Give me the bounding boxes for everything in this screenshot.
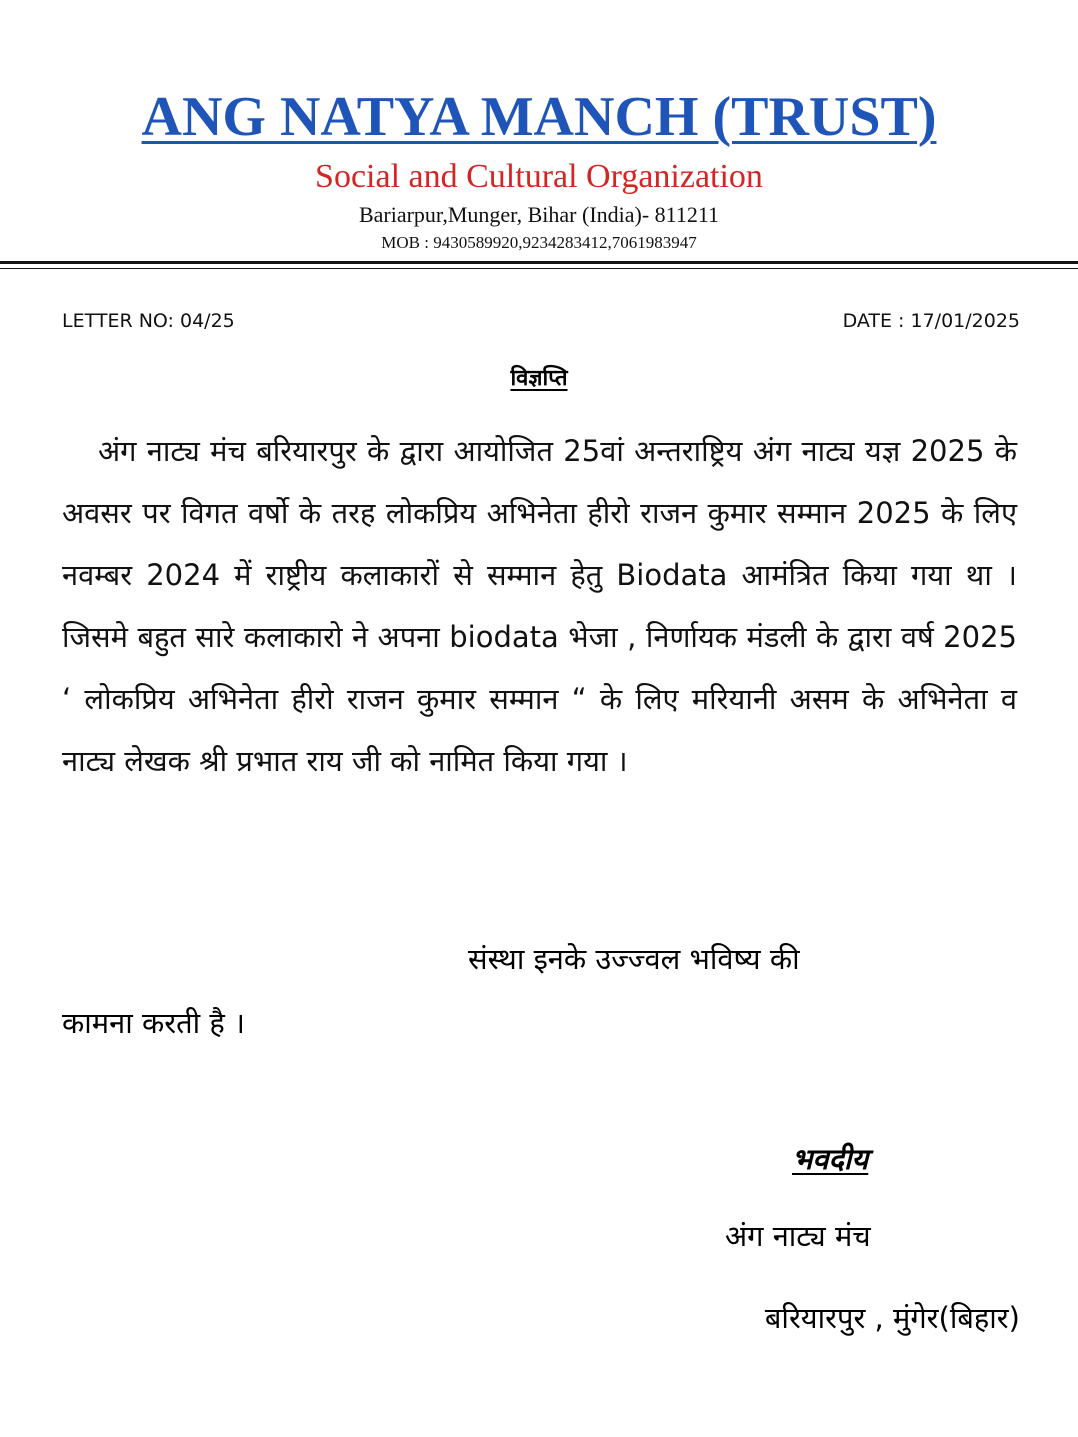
org-phone: MOB : 9430589920,9234283412,7061983947 <box>381 233 697 252</box>
letter-number: LETTER NO: 04/25 <box>62 310 235 332</box>
closing-line-1: संस्था इनके उज्ज्वल भविष्य की <box>468 942 800 976</box>
header-divider-thick <box>0 261 1078 264</box>
org-name: ANG NATYA MANCH (TRUST) <box>141 86 937 148</box>
closing-line-2: कामना करती है । <box>62 1006 245 1040</box>
signature-place: बरियारपुर , मुंगेर(बिहार) <box>764 1301 1020 1335</box>
signature-org: अंग नाट्य मंच <box>725 1219 871 1253</box>
header-divider-thin <box>0 268 1078 269</box>
letter-date: DATE : 17/01/2025 <box>842 310 1020 332</box>
org-address: Bariarpur,Munger, Bihar (India)- 811211 <box>358 202 720 227</box>
notice-heading: विज्ञप्ति <box>510 366 568 391</box>
org-tagline: Social and Cultural Organization <box>315 158 763 195</box>
signature-salutation: भवदीय <box>792 1142 869 1176</box>
notice-body: अंग नाट्य मंच बरियारपुर के द्वारा आयोजित 25वां अन्तराष्ट्रिय अंग नाट्य यज्ञ 2025 के अवसर पर विगत वर्षो के तरह लोकप्रिय अभिनेता हीरो राजन कुमार सम्मान 2025 के लिए नवम्बर 2024 में राष्ट्रीय कलाकारों से सम्मान हेतु Biodata आमंत्रित किया गया था । जिसमे बहुत सारे कलाकारो ने अपना biodata भेजा , निर्णायक मंडली के द्वारा वर्ष 2025 ‘ लोकप्रिय अभिनेता हीरो राजन कुमार सम्मान “ के लिए मरियानी असम के अभिनेता व नाट्य लेखक श्री प्रभात राय जी को नामित किया गया । <box>62 434 1017 778</box>
